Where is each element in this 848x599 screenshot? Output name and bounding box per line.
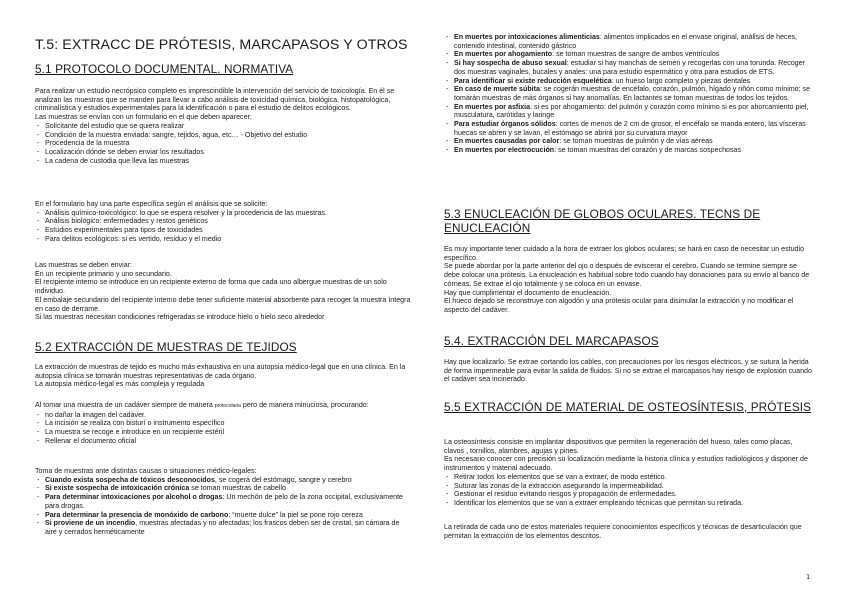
list-item	[444, 137, 814, 146]
paragraph: Hay que cumplimentar el documento de enucleación.	[444, 288, 612, 297]
text-span: , muestras afectadas y no afectadas; los frascos deben ser de cristal, sin cámara de aire y cerrados herméticamente	[45, 519, 400, 536]
list-item	[35, 493, 411, 510]
list-item: - no dañar la imagen del cadáver.	[35, 411, 411, 420]
paragraph: El recipiente interno se introduce en un recipiente externo de forma que cada uno albergue muestras de un solo individuo.	[35, 278, 387, 296]
section-5-2-procedure	[35, 401, 411, 446]
bold-text: Si hay sospecha de abuso sexual	[454, 59, 567, 68]
bold-text: Si proviene de un incendio	[45, 519, 136, 528]
text-span: : se toman muestras de pulmón y de vías aéreas	[559, 137, 713, 146]
paragraph: En el formulario hay una parte específica según el análisis que se solicite:	[35, 200, 268, 208]
section-5-4-body	[444, 358, 814, 384]
list-item	[444, 50, 814, 59]
paragraph: Para realizar un estudio necrópsico completo es imprescindible la intervención del servicio de toxicología. En él se analizan las muestras que se manden para llevar a cabo análisis de toxicidad química, biológica, histopatológica, criminalística y estudios experimentales para la identificación o para el estudio de delitos ecológicos.	[35, 87, 395, 113]
text-span: : se toman muestras del corazón y de marcas sospechosas	[554, 146, 742, 155]
bold-text: Para determinar la presencia de monóxido de carbono	[45, 510, 229, 519]
section-5-1-shipping	[35, 261, 411, 322]
text-span: : se toman muestras de sangre de ambos ventrículos	[552, 50, 720, 59]
list-item: - La muestra se recoge e introduce en un recipiente estéril	[35, 428, 411, 437]
page-title: T.5: EXTRACC DE PRÓTESIS, MARCAPASOS Y OTROS	[35, 37, 408, 53]
text-span: : alimentos implicados en el envase original, análisis de heces, contenido intestinal, contenido gástrico	[454, 33, 798, 50]
text-span: : se cogerán muestras de encéfalo, corazón, pulmón, hígado y riñón como mínimo; se tomarán muestras de más órganos si hay anomalías. En lactantes se toman muestras de todos los tejidos.	[454, 85, 811, 102]
section-5-5-heading: 5.5 EXTRACCIÓN DE MATERIAL DE OSTEOSÍNTESIS, PRÓTESIS	[444, 400, 812, 414]
paragraph: Es muy importante tener cuidado a la hora de extraer los globos oculares; se hará en caso de necesitar un estudio específico.	[444, 245, 805, 262]
list-item: - Para delitos ecológicos: si es vertido, residuo y el medio	[35, 235, 411, 244]
bold-text: Si existe sospecha de intoxicación crónica	[45, 484, 190, 493]
text-span: pero de manera minuciosa, procurando:	[240, 401, 369, 409]
bullet-list	[35, 411, 411, 446]
text-span: : si es por ahogamiento: del pulmón y corazón como mínimo si es por ahorcamiento piel, musculatura, carótidas y laringe	[454, 102, 809, 120]
paragraph: Las muestras se envían con un formulario en el que deben aparecer:	[35, 113, 252, 122]
list-item: - La incisión se realiza con bisturí o instrumento específico	[35, 419, 411, 428]
list-item: - Retirar todos los elementos que se van a extraer, de modo estético.	[444, 473, 814, 482]
paragraph: Toma de muestras ante distintas causas o situaciones médico-legales:	[35, 467, 257, 475]
list-item: - Estudios experimentales para tipos de toxicidades	[35, 226, 411, 235]
text-span: : cortes de menos de 2 cm de grosor, el encéfalo se manda entero, las vísceras huecas se abren y se lavan, el estómago se abrirá por su curvatura mayor	[454, 120, 806, 137]
list-item: - Análisis químico-toxicológico: lo que se espera resolver y la procedencia de las muestras.	[35, 209, 411, 218]
list-item	[35, 511, 411, 520]
paragraph	[35, 401, 411, 411]
list-item	[444, 103, 814, 120]
text-span: : Un mechón de pelo de la zona occipital, exclusivamente para drogas.	[45, 493, 404, 510]
list-item: - Localización dónde se deben enviar los resultados	[35, 148, 411, 157]
bullet-list	[444, 473, 814, 508]
bold-text: En muertes por electrocución	[454, 146, 555, 155]
page-number: 1	[806, 574, 810, 581]
bold-text: Para identificar si existe reducción esquelética	[454, 76, 612, 85]
section-5-2-cases	[35, 467, 411, 537]
list-item: - Solicitante del estudio que se quiera realizar	[35, 122, 411, 131]
list-item: - Gestionar el residuo evitando riesgos y propagación de enfermedades.	[444, 490, 814, 499]
bold-text: En muertes por asfixia	[454, 102, 531, 111]
bullet-list	[35, 476, 411, 537]
paragraph: El embalaje secundario del recipiente interno debe tener suficiente material absorbente para recoger la muestra íntegra en caso de derrame.	[35, 295, 411, 313]
small-text: protocolaria	[214, 403, 241, 409]
paragraph: La extracción de muestras de tejido es mucho más exhaustiva en una autopsia médico-legal que en una clínica. En la autopsia clínica se tomarán muestras representativas de cada órgano.	[35, 363, 406, 380]
text-span: : estudiar si hay manchas de semen y recogerlas con una torunda. Recoger dos muestras vaginales, bucales y anales: una para estudio espermático y otra para estudios de ETS.	[454, 59, 805, 76]
list-item	[444, 77, 814, 86]
list-item: - La cadena de custodia que lleva las muestras	[35, 157, 411, 166]
list-item: - Rellenar el documento oficial	[35, 437, 411, 446]
bullet-list	[444, 33, 814, 155]
paragraph: Las muestras se deben enviar:	[35, 261, 133, 269]
paragraph: Si las muestras necesitan condiciones refrigeradas se introduce hielo o hielo seco alrededor	[35, 313, 325, 322]
bullet-list	[35, 209, 411, 244]
text-span: se toman muestras de cabello	[189, 484, 286, 493]
list-item	[444, 85, 814, 102]
text-span: , se cogerá del estómago, sangre y cerebro	[214, 475, 352, 484]
paragraph: Es necesario conocer con precisión su localización mediante la historia clínica y estudios radiológicos y disponer de instrumentos y material adecuado.	[444, 455, 808, 473]
text-span: : un hueso largo completo y piezas dentales	[611, 76, 751, 85]
sample-cases-continued	[444, 33, 814, 155]
section-5-3-body	[444, 245, 814, 315]
section-5-1-body	[35, 87, 411, 165]
bold-text: Para determinar intoxicaciones por alcohol o drogas	[45, 493, 223, 502]
paragraph: Hay que localizarlo. Se extrae cortando los cables, con precauciones por los riesgos eléctricos, y se sutura la herida de forma impermeable para evitar la salida de fluidos. Si no se extrae el marcapasos hay riesgo de explosión cuando el cadáver sea incinerado.	[444, 358, 812, 384]
list-item: - Análisis biológico: enfermedades y restos genéticos	[35, 217, 411, 226]
section-5-2-intro	[35, 363, 411, 389]
bold-text: En muertes por intoxicaciones alimenticias	[454, 33, 600, 41]
list-item: - Procedencia de la muestra	[35, 139, 411, 148]
text-span: : “muerte dulce” la piel se pone rojo cereza	[228, 510, 363, 519]
section-5-5-body	[444, 438, 814, 508]
paragraph: La autopsia médico-legal es más compleja y regulada	[35, 380, 205, 389]
list-item	[444, 59, 814, 76]
list-item	[35, 519, 411, 536]
paragraph: La osteosíntesis consiste en implantar dispositivos que permiten la regeneración del hueso, tales como placas, clavos , tornillos, alambres, agujas y pines.	[444, 438, 793, 455]
paragraph: La retirada de cada uno de estos materiales requiere conocimientos específicos y técnicas de desarticulación que permitan la extracción de los elementos descritos.	[444, 523, 802, 540]
list-item: - Identificar los elementos que se van a extraer empleando técnicas que permitan su retirada.	[444, 499, 814, 508]
bold-text: En caso de muerte súbita	[454, 85, 540, 94]
list-item	[444, 33, 814, 50]
list-item	[444, 120, 814, 137]
section-5-1-heading: 5.1 PROTOCOLO DOCUMENTAL. NORMATIVA	[35, 62, 294, 76]
section-5-5-closing	[444, 523, 814, 540]
list-item	[35, 484, 411, 493]
list-item	[444, 146, 814, 155]
list-item: - Condición de la muestra enviada: sangre, tejidos, agua, etc… - Objetivo del estudio	[35, 131, 411, 140]
list-item: - Suturar las zonas de la extracción asegurando la impermeabilidad.	[444, 482, 814, 491]
bold-text: Cuando exista sospecha de tóxicos desconocidos	[45, 475, 215, 484]
section-5-1-form	[35, 200, 411, 244]
section-5-2-heading: 5.2 EXTRACCIÓN DE MUESTRAS DE TEJIDOS	[35, 340, 297, 354]
paragraph: El hueco dejado se reconstruye con algodón y una prótesis ocular para disimular la extracción y no modificar el aspecto del cadáver.	[444, 297, 794, 314]
section-5-3-heading: 5.3 ENUCLEACIÓN DE GLOBOS OCULARES. TECNS DE ENUCLEACIÓN	[444, 207, 761, 235]
paragraph: Se puede abordar por la parte anterior del ojo o después de eviscerar el cerebro. Cuando se termine siempre se debe colocar una prótesis. La enucleación es habitual sobre todo cuando hay donaciones para su envío al banco de córneas. Se extrae el ojo totalmente y se coloca en un envase.	[444, 262, 810, 288]
bullet-list	[35, 122, 411, 166]
paragraph: En un recipiente primario y uno secundario.	[35, 269, 172, 278]
bold-text: En muertes por ahogamiento	[454, 50, 553, 59]
bold-text: En muertes causadas por calor	[454, 137, 560, 146]
section-5-4-heading: 5.4. EXTRACCIÓN DEL MARCAPASOS	[444, 334, 659, 348]
list-item	[35, 476, 411, 485]
text-span: Al tomar una muestra de un cadáver siempre de manera	[35, 401, 215, 409]
bold-text: Para estudiar órganos sólidos	[454, 120, 556, 129]
